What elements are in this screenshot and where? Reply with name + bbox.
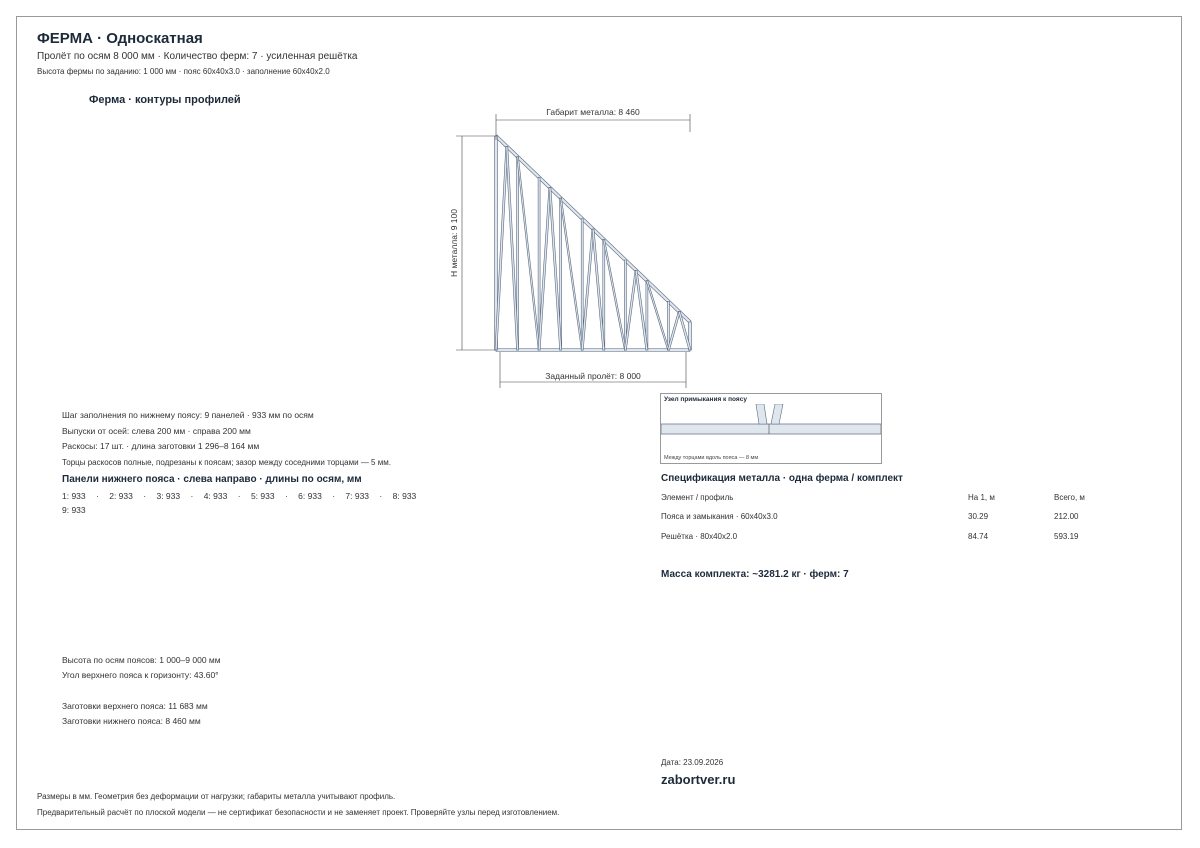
spec-row-per-one: 30.29 (968, 512, 989, 521)
dim-left (456, 136, 496, 350)
truss-member (496, 349, 690, 352)
dim-bottom-label: Заданный пролёт: 8 000 (545, 371, 641, 381)
panel-length: 8: 933 (392, 491, 417, 501)
panel-length: 5: 933 (250, 491, 275, 501)
footer-date: Дата: 23.09.2026 (661, 758, 724, 767)
dim-top (496, 114, 690, 140)
footer-note-disclaimer: Предварительный расчёт по плоской модели — не сертификат безопасности и не заменяет проект. Проверяйте узлы перед изготовлением. (37, 808, 560, 817)
spec-row-total: 593.19 (1054, 532, 1079, 541)
panel-length: 2: 933 (109, 491, 133, 501)
dim-left-label: Н металла: 9 100 (449, 209, 459, 277)
footer-note-dimensions: Размеры в мм. Геометрия без деформации от нагрузки; габариты металла учитывают профиль. (37, 792, 396, 801)
spec-header-element: Элемент / профиль (661, 493, 734, 502)
geom-height: Высота по осям поясов: 1 000–9 000 мм (62, 655, 221, 665)
spec-row-per-one: 84.74 (968, 532, 989, 541)
dim-bottom (500, 352, 686, 388)
footer-brand: zabortver.ru (661, 772, 736, 787)
panel-length: 3: 933 (156, 491, 181, 501)
node-detail-box (660, 393, 882, 464)
truss-member (667, 301, 669, 350)
spec-row-total: 212.00 (1054, 512, 1079, 521)
spec-mass: Масса комплекта: ~3281.2 кг · ферм: 7 (661, 569, 849, 580)
geom-bottom-blank: Заготовки нижнего пояса: 8 460 мм (62, 716, 201, 726)
spec-title: Спецификация металла · одна ферма / комплект (661, 473, 903, 484)
info-brace-ends: Торцы раскосов полные, подрезаны к поясам; зазор между соседними торцами — 5 мм. (62, 458, 391, 467)
spec-row-name: Решётка · 80х40х2.0 (661, 532, 738, 541)
geom-top-blank: Заготовки верхнего пояса: 11 683 мм (62, 701, 208, 711)
panels-title: Панели нижнего пояса · слева направо · длины по осям, мм (62, 474, 362, 485)
info-braces: Раскосы: 17 шт. · длина заготовки 1 296–8 164 мм (62, 441, 260, 451)
info-overhangs: Выпуски от осей: слева 200 мм · справа 200 мм (62, 426, 251, 436)
panel-length: 7: 933 (345, 491, 370, 501)
node-detail-caption: Между торцами вдоль пояса — 8 мм (664, 455, 759, 461)
drawing-title: Ферма · контуры профилей (89, 94, 241, 106)
dim-top-label: Габарит металла: 8 460 (546, 107, 640, 117)
panel-length: 1: 933 (62, 491, 86, 501)
node-detail-title: Узел примыкания к поясу (664, 396, 747, 403)
truss-member (517, 157, 540, 351)
panel-length: 4: 933 (203, 491, 228, 501)
info-infill-step: Шаг заполнения по нижнему поясу: 9 панелей · 933 мм по осям (62, 410, 314, 420)
truss-drawing (440, 100, 720, 395)
panels-row-1: 1: 933 · 2: 933 · 3: 933 · 4: 933 · 5: 933 · 6: 933 · 7: 933 · 8: 933 (62, 491, 417, 501)
node-detail-drawing (661, 404, 881, 452)
panel-length: 6: 933 (298, 491, 322, 501)
spec-row-name: Пояса и замыкания · 60х40х3.0 (661, 512, 778, 521)
page-title: ФЕРМА · Односкатная (37, 30, 203, 47)
geom-angle: Угол верхнего пояса к горизонту: 43.60° (62, 670, 219, 680)
panels-row-2: 9: 933 (62, 505, 86, 515)
page-subtitle: Пролёт по осям 8 000 мм · Количество ферм: 7 · усиленная решётка (37, 51, 358, 62)
page-note: Высота фермы по заданию: 1 000 мм · пояс 60х40х3.0 · заполнение 60х40х2.0 (37, 67, 330, 76)
spec-header-per-one: На 1, м (968, 493, 995, 502)
spec-header-total: Всего, м (1054, 493, 1085, 502)
truss-members (495, 135, 692, 352)
truss-member (560, 198, 583, 350)
